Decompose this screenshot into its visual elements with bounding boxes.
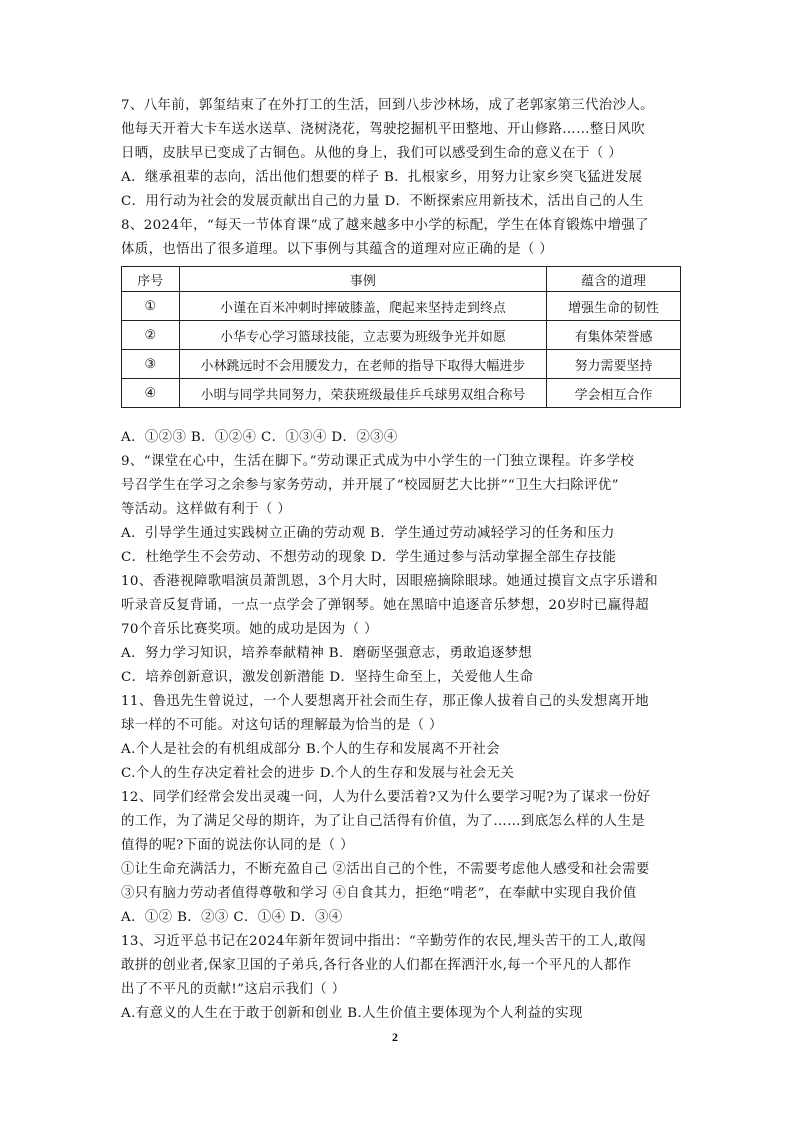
table-header-principle: 蕴含的道理 [547,267,681,292]
q7-options-line-1: A．继承祖辈的志向，活出他们想要的样子 B．扎根家乡，用努力让家乡突飞猛进发展 [121,170,643,185]
q10-stem-line-2: 听录音反复背诵，一点一点学会了弹钢琴。她在黑暗中追逐音乐梦想，20岁时已赢得超 [121,598,650,613]
table-cell-number: ③ [122,350,180,379]
table-cell-number: ④ [122,379,180,408]
q11-stem-line-1: 11、鲁迅先生曾说过，一个人要想离开社会而生存，那正像人拔着自己的头发想离开地 [121,694,650,709]
table-cell-number: ① [122,292,180,321]
table-row [122,292,681,321]
q11-options-line-2: C.个人的生存决定着社会的进步 D.个人的生存和发展与社会无关 [121,766,515,781]
table-cell-principle: 有集体荣誉感 [547,321,681,350]
q9-stem-line-2: 号召学生在学习之余参与家务劳动，并开展了“校园厨艺大比拼”“卫生大扫除评优” [121,478,619,493]
q8-stem-line-1: 8、2024年，“每天一节体育课”成了越来越多中小学的标配，学生在体育锻炼中增强了 [121,218,649,233]
q9-stem-line-3: 等活动。这样做有利于（ ） [121,502,292,517]
table-cell-principle: 增强生命的韧性 [547,292,681,321]
q7-stem-line-1: 7、八年前，郭玺结束了在外打工的生活，回到八步沙林场，成了老郭家第三代治沙人。 [121,98,654,113]
q7-stem-line-2: 他每天开着大卡车送水送草、浇树浇花，驾驶挖掘机平田整地、开山修路……整日风吹 [121,122,646,137]
q8-stem-line-2: 体质，也悟出了很多道理。以下事例与其蕴含的道理对应正确的是（ ） [121,242,554,257]
table-row [122,379,681,408]
q9-options-line-2: C．杜绝学生不会劳动、不想劳动的现象 D．学生通过参与活动掌握全部生存技能 [121,550,617,565]
table-row [122,321,681,350]
table-cell-example: 小谨在百米冲刺时摔破膝盖，爬起来坚持走到终点 [179,292,547,321]
table-cell-principle: 努力需要坚持 [547,350,681,379]
table-cell-example: 小华专心学习篮球技能，立志要为班级争光并如愿 [179,321,547,350]
table-row [122,350,681,379]
q7-stem-line-3: 日晒，皮肤早已变成了古铜色。从他的身上，我们可以感受到生命的意义在于（ ） [121,146,623,161]
q13-stem-line-2: 敢拼的创业者,保家卫国的子弟兵,各行各业的人们都在挥洒汗水,每一个平凡的人都作 [121,958,632,973]
q12-stem-line-3: 值得的呢?下面的说法你认同的是（ ） [121,838,354,853]
q13-stem-line-1: 13、习近平总书记在2024年新年贺词中指出：“辛勤劳作的农民,埋头苦干的工人,敢闯 [121,934,647,949]
page-number: 2 [392,1030,398,1044]
table-header-row [122,267,681,292]
q12-stem-line-2: 的工作，为了满足父母的期许，为了让自己活得有价值，为了……到底怎么样的人生是 [121,814,646,829]
q12-statements-line-1: ①让生命充满活力，不断充盈自己 ②活出自己的个性，不需要考虑他人感受和社会需要 [121,862,650,877]
q12-options: A．①② B．②③ C．①④ D．③④ [121,910,343,925]
q10-stem-line-3: 70个音乐比赛奖项。她的成功是因为（ ） [121,622,378,637]
table-cell-principle: 学会相互合作 [547,379,681,408]
q13-stem-line-3: 出了不平凡的贡献!”这启示我们（ ） [121,982,346,997]
table-cell-number: ② [122,321,180,350]
q9-stem-line-1: 9、“课堂在心中，生活在脚下。”劳动课正式成为中小学生的一门独立课程。许多学校 [121,454,635,469]
q13-options: A.有意义的人生在于敢于创新和创业 B.人生价值主要体现为个人利益的实现 [121,1006,583,1021]
table-cell-example: 小明与同学共同努力，荣获班级最佳乒乓球男双组合称号 [179,379,547,408]
q11-options-line-1: A.个人是社会的有机组成部分 B.个人的生存和发展离不开社会 [121,742,501,757]
table-header-number: 序号 [122,267,180,292]
q8-options: A．①②③ B．①②④ C．①③④ D．②③④ [121,430,398,445]
q11-stem-line-2: 球一样的不可能。对这句话的理解最为恰当的是（ ） [121,718,443,733]
q10-options-line-1: A．努力学习知识，培养奉献精神 B．磨砺坚强意志，勇敢追逐梦想 [121,646,533,661]
table-header-example: 事例 [179,267,547,292]
table-cell-example: 小林跳远时不会用腰发力，在老师的指导下取得大幅进步 [179,350,547,379]
q9-options-line-1: A．引导学生通过实践树立正确的劳动观 B．学生通过劳动减轻学习的任务和压力 [121,526,615,541]
q8-table [121,266,681,408]
q10-stem-line-1: 10、香港视障歌唱演员萧凯恩，3个月大时，因眼癌摘除眼球。她通过摸盲文点字乐谱和 [121,574,659,589]
q12-stem-line-1: 12、同学们经常会发出灵魂一问，人为什么要活着?又为什么要学习呢?为了谋求一份好 [121,790,651,805]
q10-options-line-2: C．培养创新意识，激发创新潜能 D．坚持生命至上，关爱他人生命 [121,670,534,685]
q12-statements-line-2: ③只有脑力劳动者值得尊敬和学习 ④自食其力，拒绝“啃老”，在奉献中实现自我价值 [121,886,637,901]
q7-options-line-2: C．用行动为社会的发展贡献出自己的力量 D．不断探索应用新技术，活出自己的人生 [121,194,644,209]
